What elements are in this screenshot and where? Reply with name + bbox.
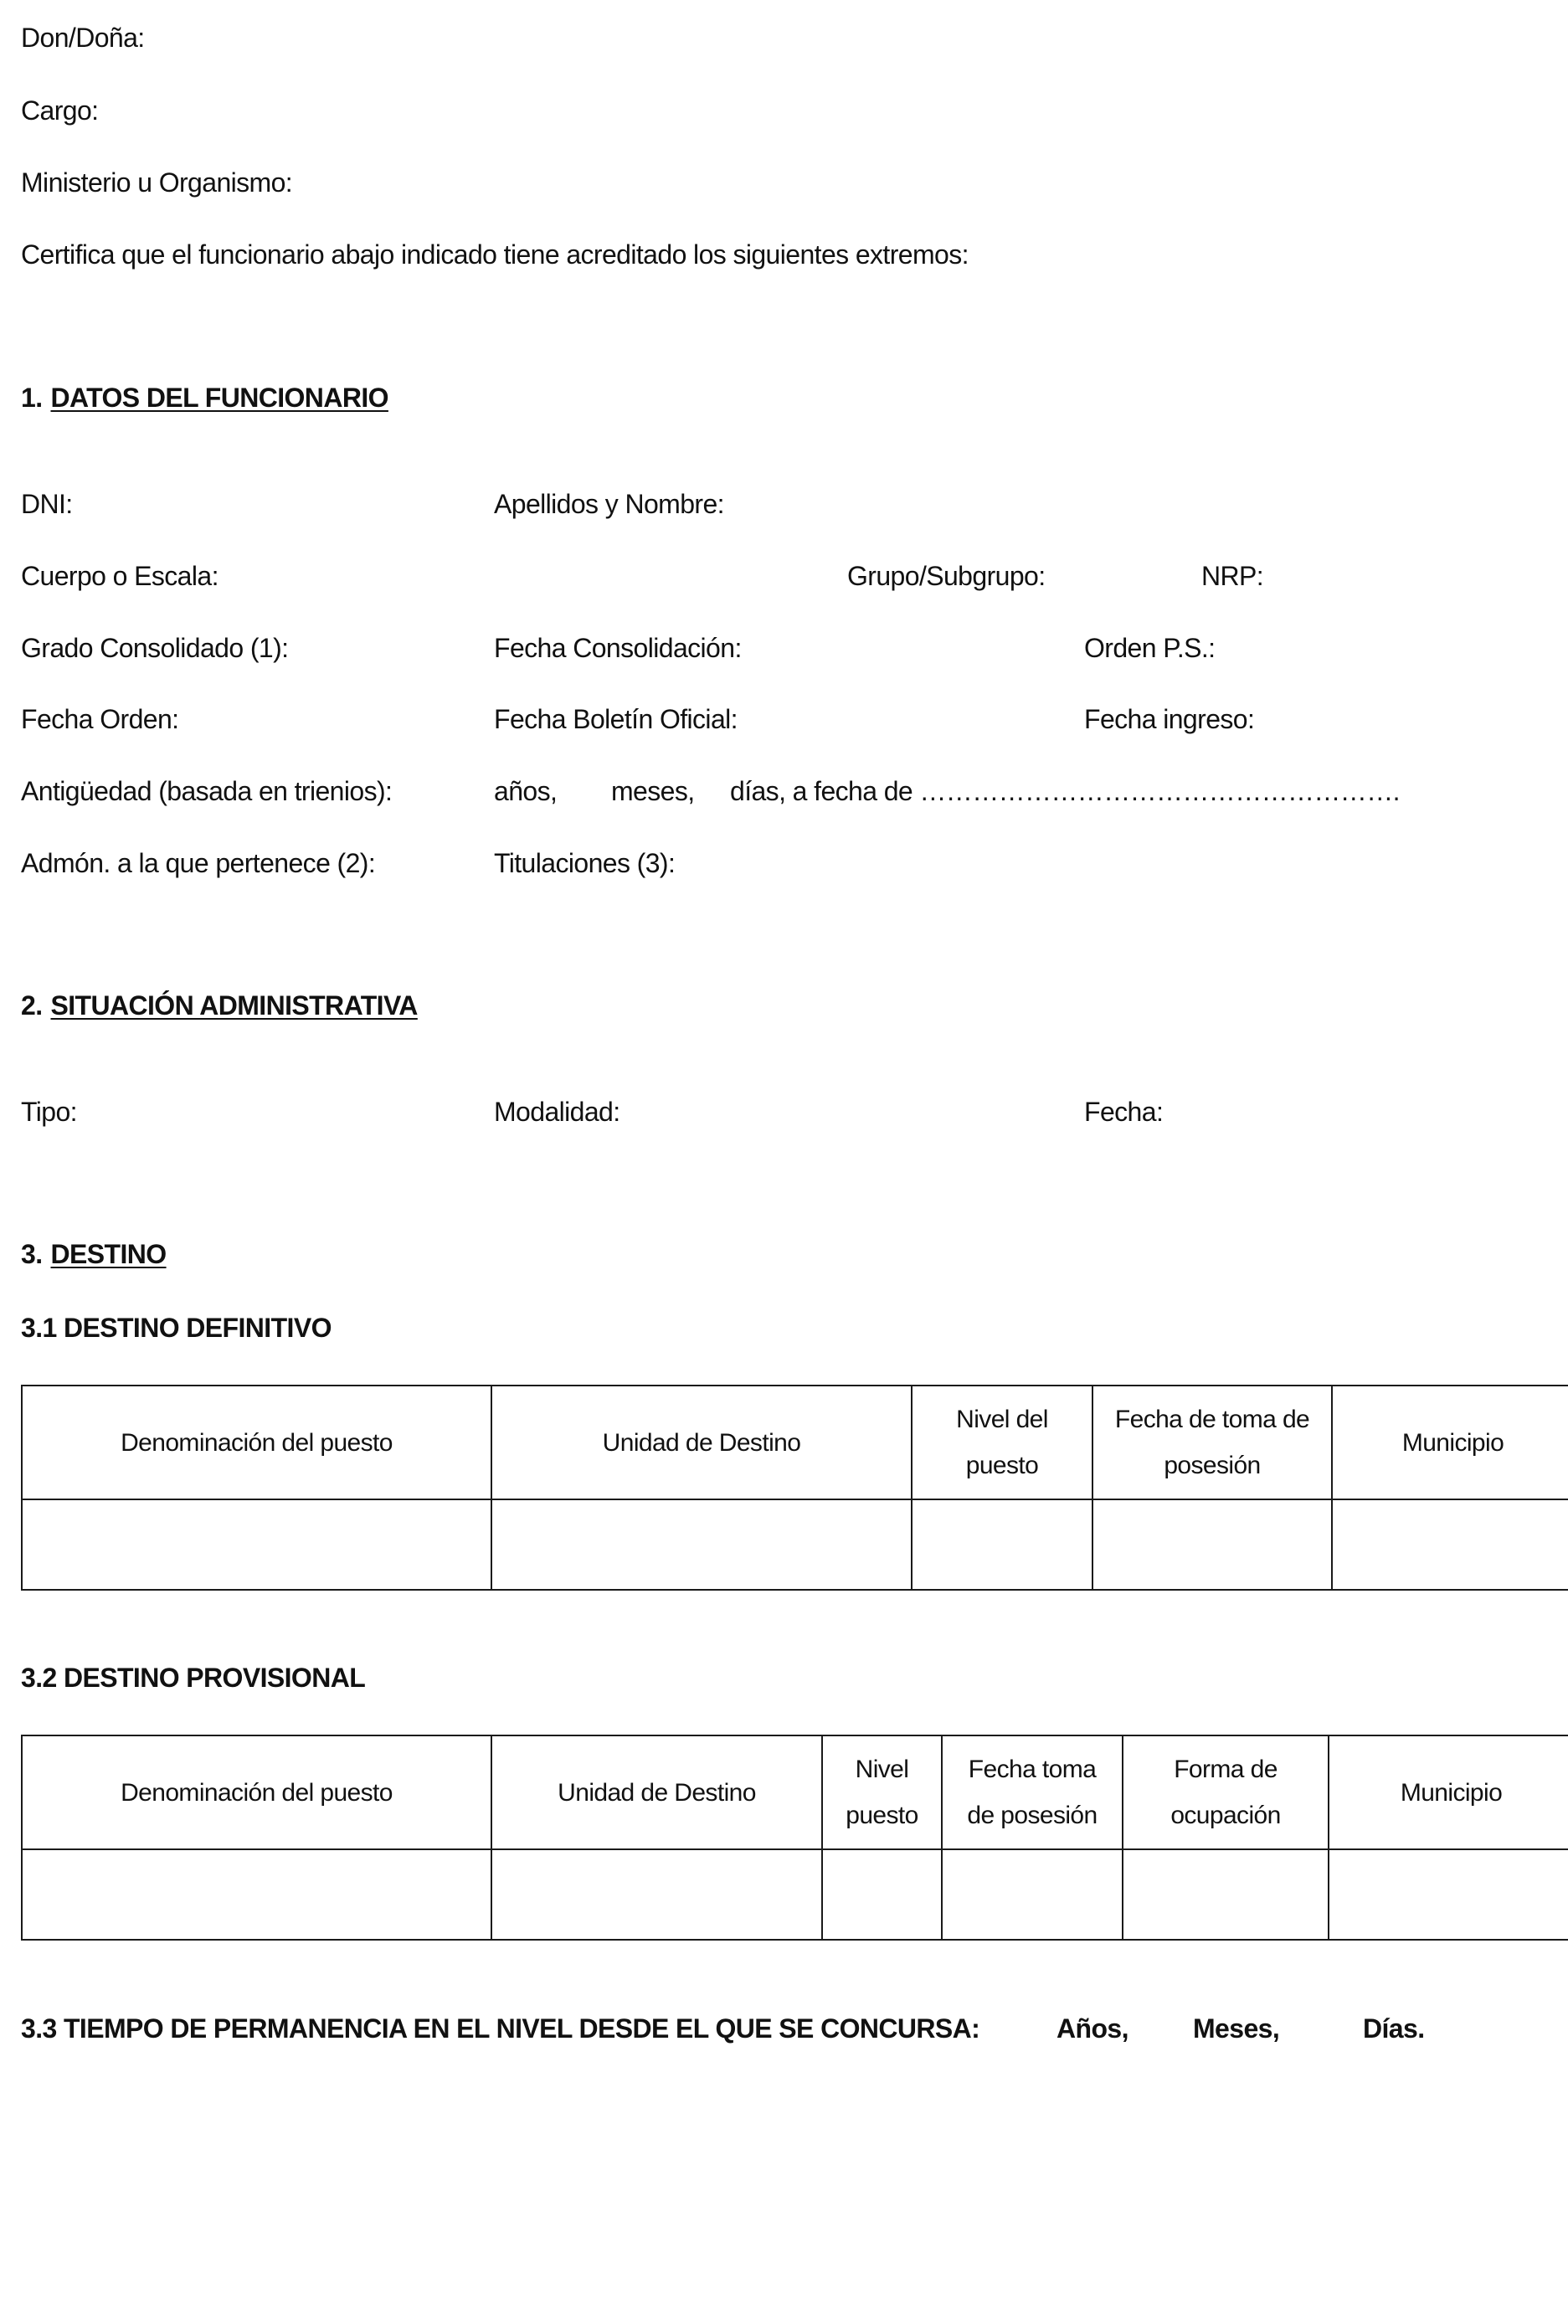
titulaciones-label: Titulaciones (3): <box>494 848 676 878</box>
modalidad-label: Modalidad: <box>494 1097 620 1127</box>
section-1-title: DATOS DEL FUNCIONARIO <box>50 383 388 413</box>
section-2-number: 2. <box>21 990 43 1021</box>
grupo-label: Grupo/Subgrupo: <box>847 561 1046 591</box>
permanencia-meses: Meses, <box>1193 2013 1280 2044</box>
fecha-boletin-label: Fecha Boletín Oficial: <box>494 704 738 734</box>
certifica-text: Certifica que el funcionario abajo indicado tiene acreditado los siguientes extremos: <box>21 239 969 270</box>
column-header-unidad: Unidad de Destino <box>491 1735 822 1849</box>
cuerpo-label: Cuerpo o Escala: <box>21 561 218 591</box>
ministerio-label: Ministerio u Organismo: <box>21 167 293 198</box>
fecha-label: Fecha: <box>1084 1097 1164 1127</box>
table-cell-municipio[interactable] <box>1329 1849 1568 1940</box>
section-1-number: 1. <box>21 383 43 413</box>
grado-label: Grado Consolidado (1): <box>21 633 289 663</box>
section-1-heading <box>21 381 388 414</box>
antiguedad-label: Antigüedad (basada en trienios): <box>21 776 393 806</box>
column-header-unidad: Unidad de Destino <box>491 1386 912 1499</box>
table-cell-unidad[interactable] <box>491 1499 912 1590</box>
column-header-nivel: Nivel del puesto <box>912 1386 1092 1499</box>
admon-label: Admón. a la que pertenece (2): <box>21 848 376 878</box>
fecha-consolidacion-label: Fecha Consolidación: <box>494 633 742 663</box>
column-header-denominacion: Denominación del puesto <box>22 1735 491 1849</box>
antiguedad-meses: meses, <box>611 776 695 806</box>
nrp-label: NRP: <box>1201 561 1264 591</box>
fecha-orden-label: Fecha Orden: <box>21 704 179 734</box>
column-header-fecha-toma: Fecha de toma de posesión <box>1092 1386 1332 1499</box>
tipo-label: Tipo: <box>21 1097 77 1127</box>
section-2-heading <box>21 989 418 1022</box>
table-cell-denominacion[interactable] <box>22 1499 491 1590</box>
section-2-title: SITUACIÓN ADMINISTRATIVA <box>50 990 418 1021</box>
table-header-row <box>22 1386 1568 1499</box>
dni-label: DNI: <box>21 489 73 519</box>
table-cell-forma-ocupacion[interactable] <box>1123 1849 1329 1940</box>
column-header-municipio: Municipio <box>1332 1386 1568 1499</box>
don-dona-label: Don/Doña: <box>21 23 145 53</box>
table-cell-nivel[interactable] <box>912 1499 1092 1590</box>
cargo-label: Cargo: <box>21 95 99 126</box>
destino-provisional-table <box>21 1735 1568 1941</box>
table-row <box>22 1499 1568 1590</box>
section-3-heading <box>21 1237 167 1271</box>
column-header-denominacion: Denominación del puesto <box>22 1386 491 1499</box>
section-3-number: 3. <box>21 1239 43 1269</box>
table-row <box>22 1849 1568 1940</box>
table-cell-fecha-toma[interactable] <box>1092 1499 1332 1590</box>
destino-provisional-heading: 3.2 DESTINO PROVISIONAL <box>21 1663 366 1693</box>
permanencia-dias: Días. <box>1363 2013 1425 2044</box>
apellidos-label: Apellidos y Nombre: <box>494 489 724 519</box>
table-cell-municipio[interactable] <box>1332 1499 1568 1590</box>
antiguedad-anos: años, <box>494 776 558 806</box>
permanencia-anos: Años, <box>1056 2013 1128 2044</box>
column-header-municipio: Municipio <box>1329 1735 1568 1849</box>
orden-ps-label: Orden P.S.: <box>1084 633 1216 663</box>
section-3-title: DESTINO <box>50 1239 167 1269</box>
tiempo-permanencia-heading: 3.3 TIEMPO DE PERMANENCIA EN EL NIVEL DESDE EL QUE SE CONCURSA: <box>21 2013 980 2044</box>
table-cell-nivel[interactable] <box>822 1849 942 1940</box>
table-cell-unidad[interactable] <box>491 1849 822 1940</box>
column-header-forma-ocupacion: Forma de ocupación <box>1123 1735 1329 1849</box>
column-header-nivel: Nivel puesto <box>822 1735 942 1849</box>
column-header-fecha-toma: Fecha toma de posesión <box>942 1735 1123 1849</box>
table-cell-fecha-toma[interactable] <box>942 1849 1123 1940</box>
fecha-ingreso-label: Fecha ingreso: <box>1084 704 1255 734</box>
table-header-row <box>22 1735 1568 1849</box>
destino-definitivo-table <box>21 1385 1568 1591</box>
table-cell-denominacion[interactable] <box>22 1849 491 1940</box>
antiguedad-dias-fecha: días, a fecha de ………………………………………………. <box>730 776 1400 806</box>
destino-definitivo-heading: 3.1 DESTINO DEFINITIVO <box>21 1313 332 1343</box>
